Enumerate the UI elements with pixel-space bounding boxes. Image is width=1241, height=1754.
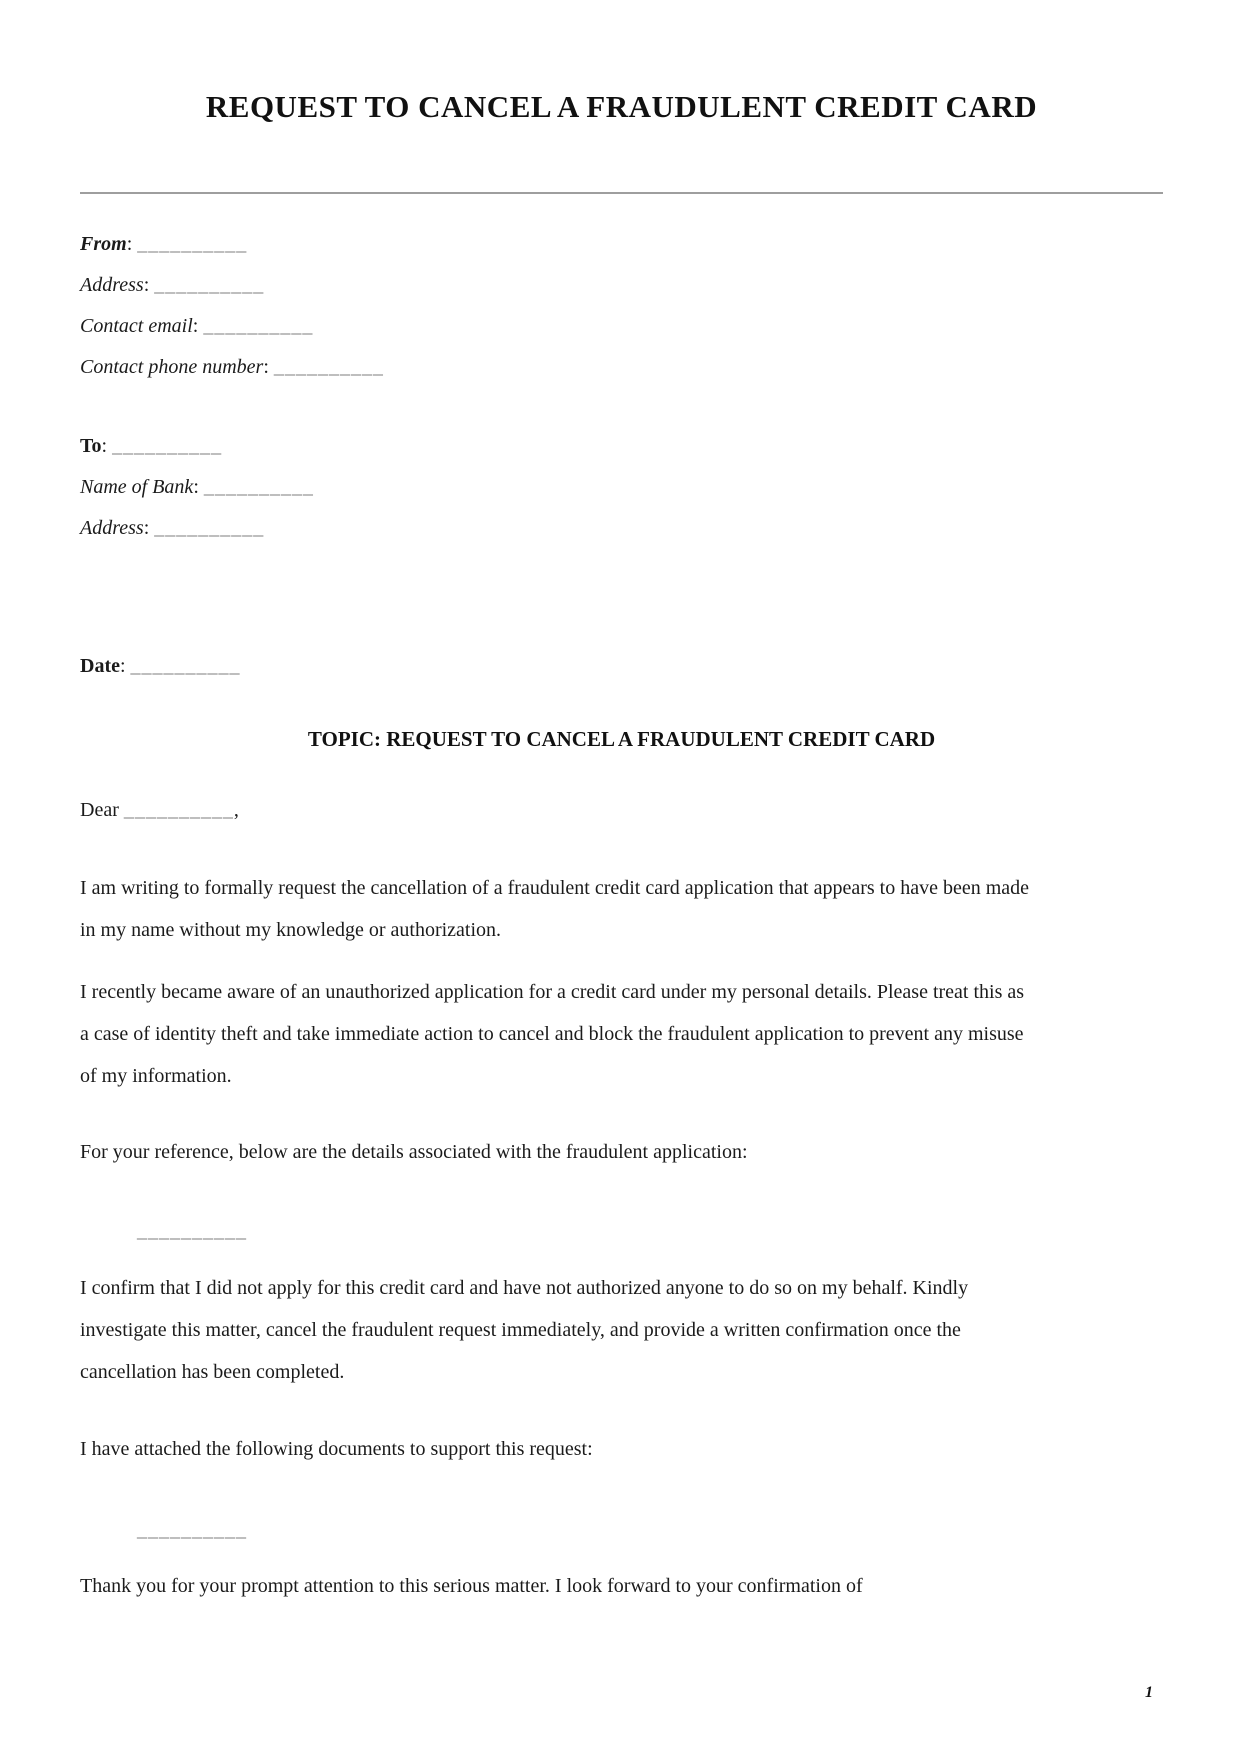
document-title: REQUEST TO CANCEL A FRAUDULENT CREDIT CARD bbox=[205, 89, 1038, 124]
salutation-prefix: Dear bbox=[80, 799, 119, 821]
bank-name-label: Name of Bank bbox=[80, 476, 194, 498]
to-blank: __________ bbox=[112, 435, 223, 457]
from-label: From bbox=[80, 233, 127, 255]
to-label: To bbox=[80, 435, 102, 457]
to-colon: : bbox=[101, 435, 108, 457]
sender-block bbox=[80, 224, 1163, 388]
contact-phone-colon: : bbox=[263, 356, 269, 378]
contact-email-field bbox=[80, 306, 1163, 347]
contact-phone-field bbox=[80, 347, 1163, 388]
contact-phone-blank: __________ bbox=[273, 356, 384, 378]
bank-name-field bbox=[80, 467, 1163, 508]
date-colon: : bbox=[119, 655, 126, 677]
date-blank: __________ bbox=[130, 655, 241, 677]
from-colon: : bbox=[126, 233, 133, 255]
title-divider bbox=[80, 192, 1163, 194]
details-blank: __________ bbox=[137, 1220, 247, 1242]
contact-email-label: Contact email bbox=[80, 315, 193, 337]
salutation-blank: __________ bbox=[123, 799, 234, 821]
sender-address-blank: __________ bbox=[154, 274, 265, 296]
page-number: 1 bbox=[1145, 1684, 1153, 1701]
sender-address-label: Address bbox=[80, 274, 144, 296]
recipient-address-label: Address bbox=[80, 517, 144, 539]
recipient-address-blank: __________ bbox=[154, 517, 265, 539]
attachments-blank: __________ bbox=[137, 1519, 247, 1541]
bank-name-blank: __________ bbox=[203, 476, 314, 498]
salutation-line bbox=[80, 789, 1163, 831]
paragraph-awareness: I recently became aware of an unauthorized application for a credit card under my personal details. Please treat this as a case of identity theft and take immediate action to cancel and block the fraudulent application to prevent any misuse of my information. bbox=[80, 981, 1025, 1087]
topic-heading: TOPIC: REQUEST TO CANCEL A FRAUDULENT CREDIT CARD bbox=[307, 727, 936, 751]
from-field bbox=[80, 224, 1163, 265]
bank-name-colon: : bbox=[193, 476, 199, 498]
details-blank-line bbox=[80, 1210, 1163, 1252]
salutation-comma: , bbox=[233, 799, 239, 821]
date-field bbox=[80, 645, 1163, 687]
paragraph-reference: For your reference, below are the details associated with the fraudulent application: bbox=[80, 1141, 748, 1163]
contact-phone-label: Contact phone number bbox=[80, 356, 264, 378]
date-label: Date bbox=[80, 655, 120, 677]
from-blank: __________ bbox=[137, 233, 248, 255]
to-field bbox=[80, 426, 1163, 467]
recipient-address-colon: : bbox=[143, 517, 150, 539]
paragraph-confirm: I confirm that I did not apply for this credit card and have not authorized anyone to do so on my behalf. Kindly investigate this matter, cancel the fraudulent request immediately, and provide a written confirmation once the cancellation has been completed. bbox=[80, 1277, 969, 1383]
sender-address-colon: : bbox=[143, 274, 150, 296]
recipient-block bbox=[80, 426, 1163, 549]
attachments-blank-line bbox=[80, 1509, 1163, 1551]
recipient-address-field bbox=[80, 508, 1163, 549]
paragraph-closing: Thank you for your prompt attention to this serious matter. I look forward to your confirmation of bbox=[80, 1575, 863, 1597]
contact-email-colon: : bbox=[192, 315, 199, 337]
paragraph-intro: I am writing to formally request the cancellation of a fraudulent credit card application that appears to have been made in my name without my knowledge or authorization. bbox=[80, 877, 1030, 941]
contact-email-blank: __________ bbox=[203, 315, 314, 337]
sender-address-field bbox=[80, 265, 1163, 306]
paragraph-attachments: I have attached the following documents to support this request: bbox=[80, 1438, 593, 1460]
